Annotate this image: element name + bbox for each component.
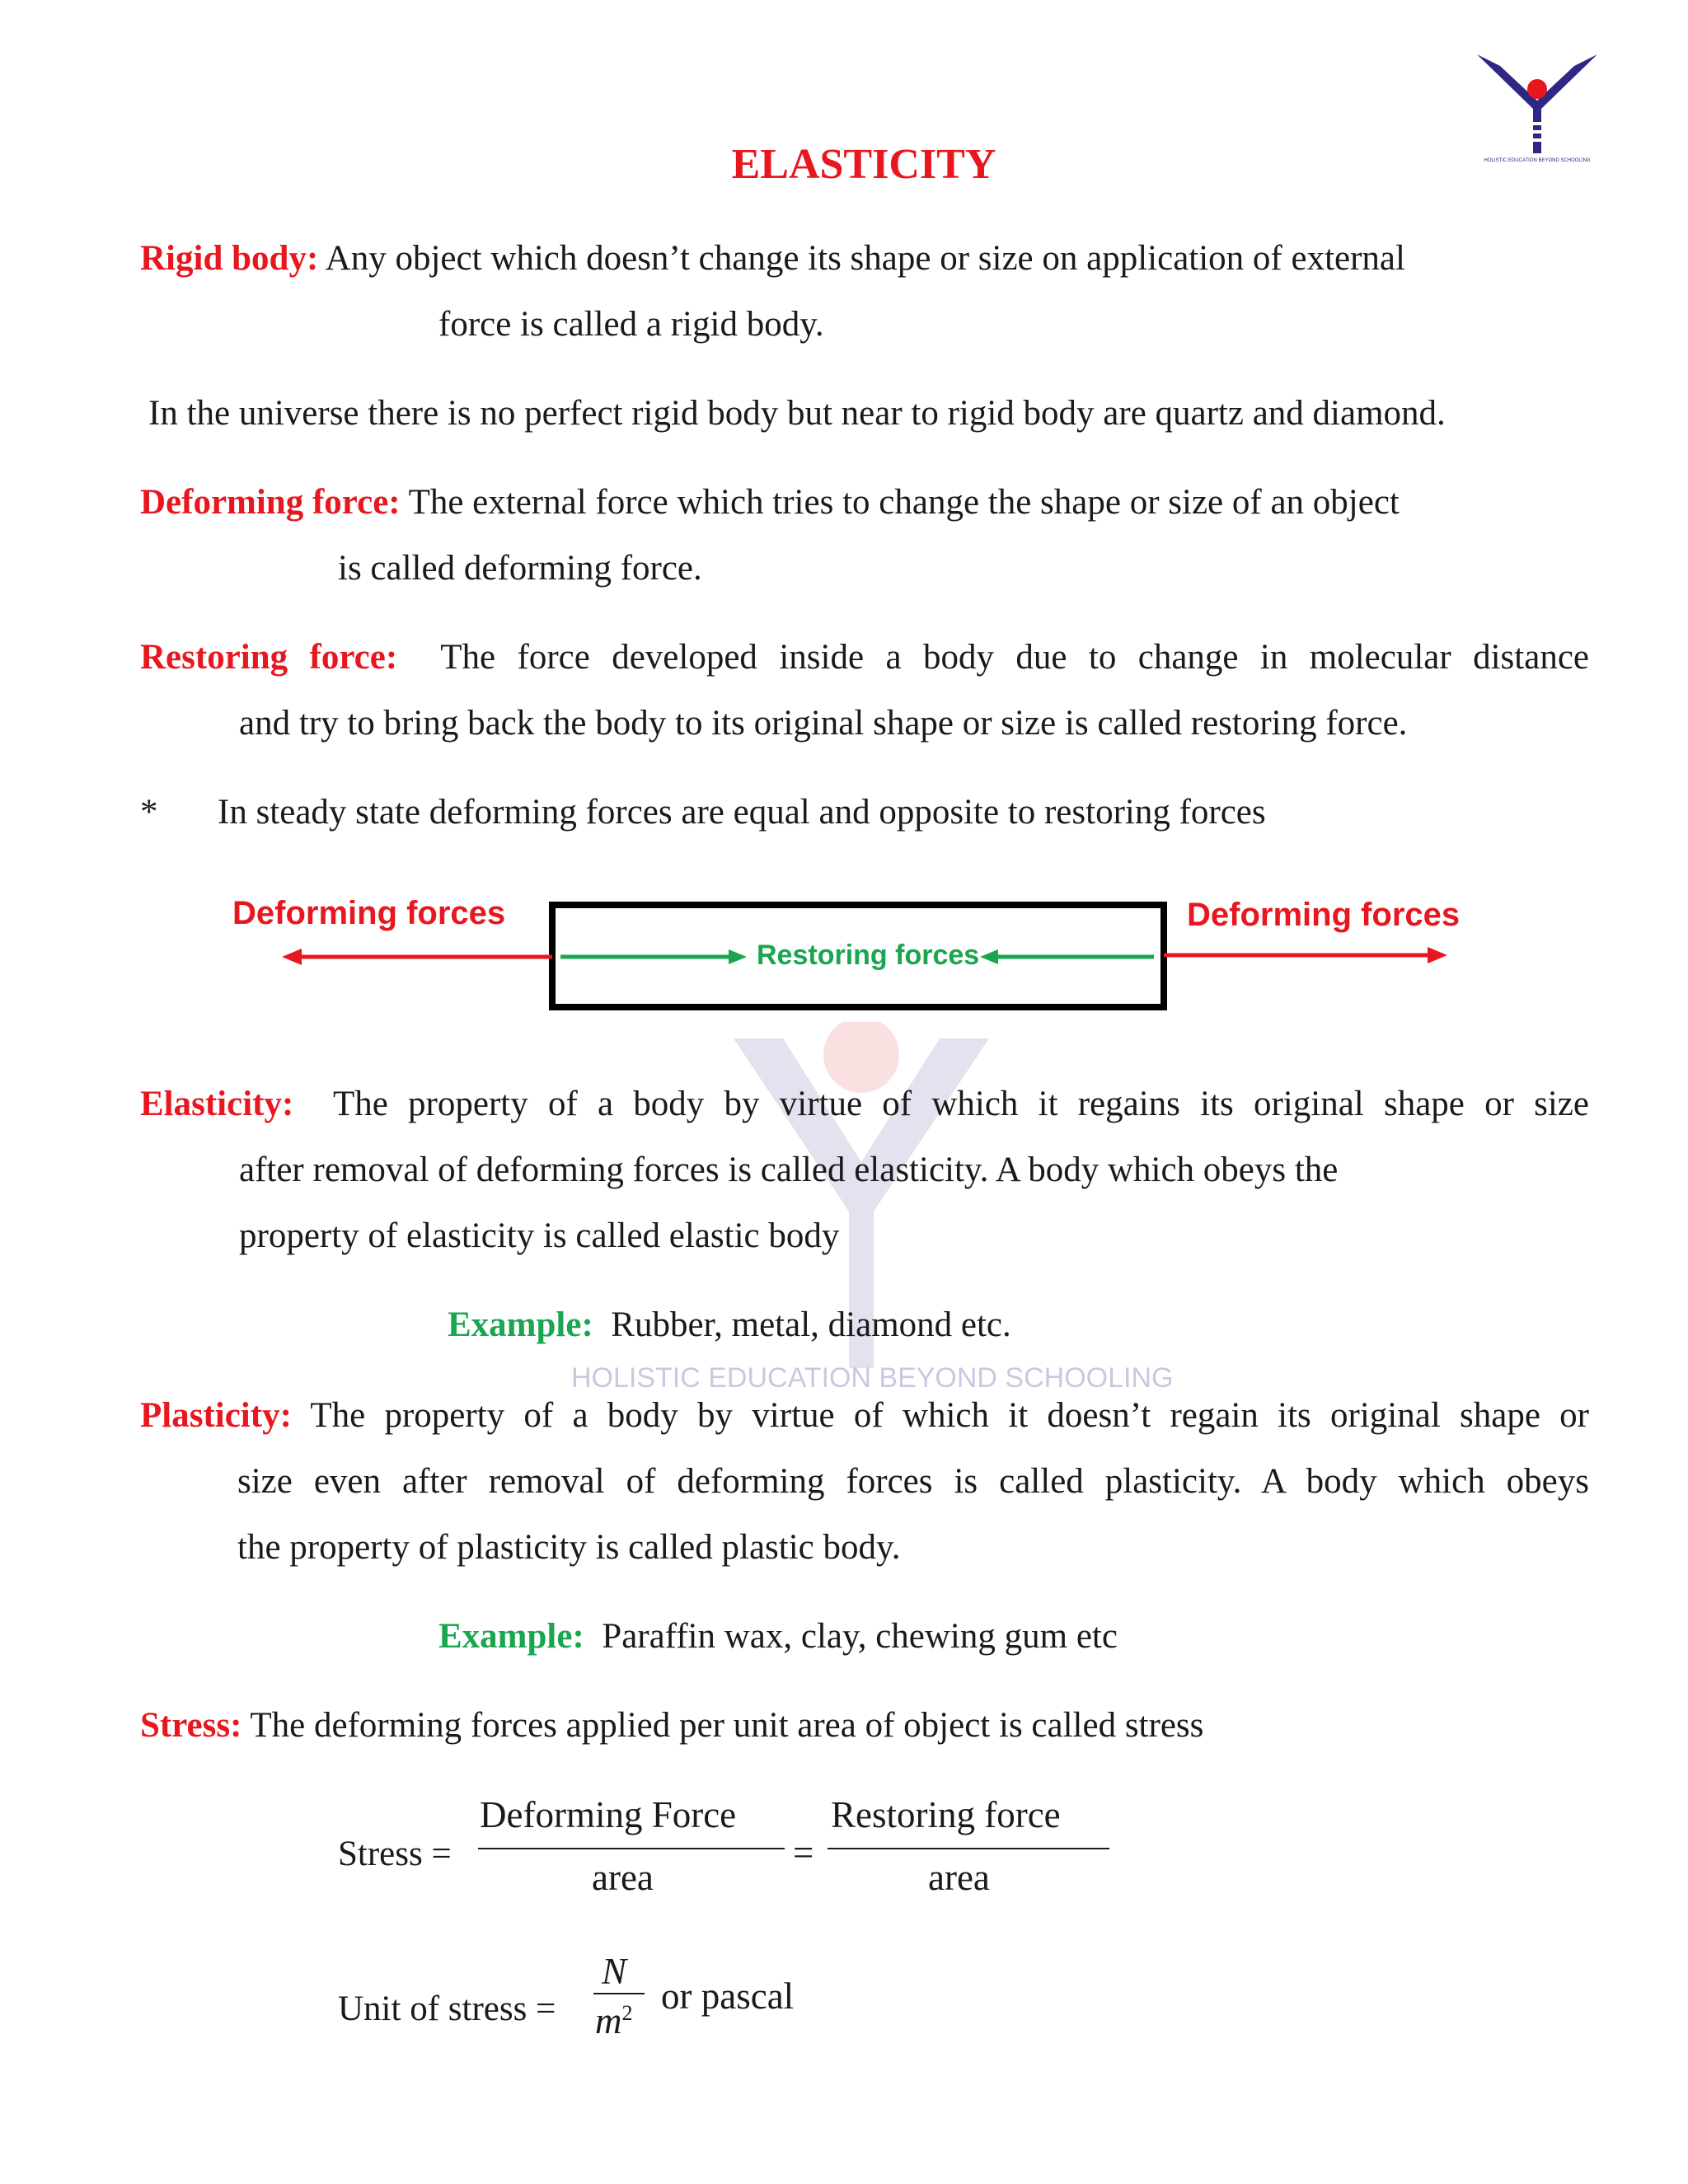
plasticity-line1 xyxy=(140,1398,1589,1433)
plasticity-example-label: Example: xyxy=(438,1617,584,1656)
left-arrowhead-icon xyxy=(282,949,302,965)
stress-unit-den-exp: 2 xyxy=(621,2001,633,2025)
watermark-text: HOLISTIC EDUCATION BEYOND SCHOOLING xyxy=(571,1362,1174,1394)
stress-unit-num: N xyxy=(602,1951,627,1992)
stress-formula-den2: area xyxy=(928,1857,990,1898)
stress-text: The deforming forces applied per unit area of object is called stress xyxy=(250,1706,1204,1745)
plasticity-line3: the property of plasticity is called plastic body. xyxy=(237,1528,901,1567)
restoring-force-line2: and try to bring back the body to its original shape or size is called restoring force. xyxy=(239,704,1408,743)
stress-unit-den-base: m xyxy=(595,2000,622,2041)
rigid-body-text: Any object which doesn’t change its shape or size on application of external xyxy=(325,239,1405,278)
plasticity-text: The property of a body by virtue of which it doesn’t regain its original shape or xyxy=(310,1396,1589,1435)
steady-state-text: In steady state deforming forces are equal and opposite to restoring forces xyxy=(218,793,1266,832)
deforming-force-text: The external force which tries to change the shape or size of an object xyxy=(408,483,1400,522)
universe-note: In the universe there is no perfect rigid body but near to rigid body are quartz and diamond. xyxy=(148,394,1446,433)
stress-unit xyxy=(338,1945,915,2060)
stress-formula-lhs: Stress = xyxy=(338,1835,452,1873)
page-title: ELASTICITY xyxy=(731,141,996,188)
restoring-arrowhead-left-icon xyxy=(729,949,747,964)
restoring-arrowhead-right-icon xyxy=(980,949,998,964)
plasticity-line2: size even after removal of deforming forces is called plasticity. A body which obeys xyxy=(237,1462,1589,1501)
forces-diagram xyxy=(223,857,1508,1022)
restoring-force-line1 xyxy=(140,640,1589,675)
steady-state-bullet: * xyxy=(140,793,158,832)
deforming-force-term: Deforming force: xyxy=(140,483,401,522)
rigid-body-line1 xyxy=(140,241,1405,276)
elasticity-example xyxy=(448,1307,1011,1343)
right-arrowhead-icon xyxy=(1428,947,1447,963)
fraction-bar-1 xyxy=(478,1848,785,1849)
stress-formula-num2: Restoring force xyxy=(831,1794,1061,1835)
stress-definition xyxy=(140,1708,1203,1743)
stress-unit-den xyxy=(595,1999,633,2042)
left-deforming-label: Deforming forces xyxy=(232,895,506,931)
elasticity-line2: after removal of deforming forces is called elasticity. A body which obeys the xyxy=(239,1151,1339,1189)
elasticity-example-label: Example: xyxy=(448,1305,593,1344)
right-deforming-label: Deforming forces xyxy=(1187,897,1461,933)
logo-caption: HOLISTIC EDUCATION BEYOND SCHOOLING xyxy=(1484,158,1591,163)
deforming-force-line2: is called deforming force. xyxy=(338,549,702,588)
elasticity-text: The property of a body by virtue of which it regains its original shape or size xyxy=(332,1085,1589,1123)
deforming-force-line1 xyxy=(140,485,1400,520)
stress-term: Stress: xyxy=(140,1706,242,1745)
stress-formula-equals: = xyxy=(793,1832,814,1873)
elasticity-term: Elasticity: xyxy=(140,1085,294,1123)
rigid-body-line2: force is called a rigid body. xyxy=(438,305,824,344)
fraction-bar-2 xyxy=(828,1848,1109,1849)
rigid-body-term: Rigid body: xyxy=(140,239,319,278)
restoring-force-term: Restoring force: xyxy=(140,638,398,677)
elasticity-example-text: Rubber, metal, diamond etc. xyxy=(611,1305,1011,1344)
plasticity-example-text: Paraffin wax, clay, chewing gum etc xyxy=(602,1617,1118,1656)
stress-formula-num1: Deforming Force xyxy=(480,1794,737,1835)
elasticity-line3: property of elasticity is called elastic body xyxy=(239,1216,840,1255)
stress-unit-lhs: Unit of stress = xyxy=(338,1990,556,2028)
restoring-force-text: The force developed inside a body due to change in molecular distance xyxy=(440,638,1589,677)
stress-formula-den1: area xyxy=(592,1857,654,1898)
stress-formula xyxy=(338,1788,1121,1912)
restoring-label: Restoring forces xyxy=(757,940,980,971)
plasticity-term: Plasticity: xyxy=(140,1396,292,1435)
elasticity-line1 xyxy=(140,1086,1589,1122)
fraction-bar-unit xyxy=(593,1993,645,1994)
stress-unit-rhs: or pascal xyxy=(661,1975,795,2017)
plasticity-example xyxy=(438,1619,1118,1654)
logo-mark-icon xyxy=(1475,51,1599,154)
